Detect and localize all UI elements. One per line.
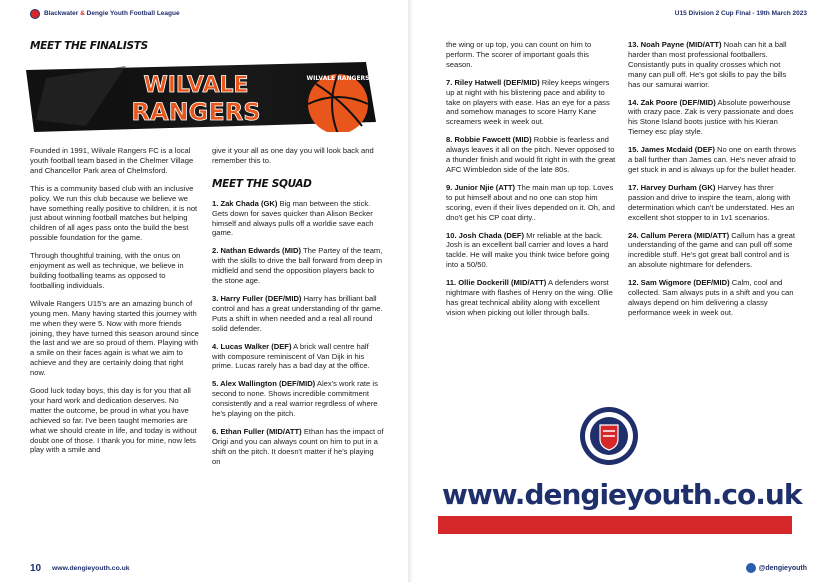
footer-url-link[interactable]: www.dengieyouth.co.uk	[52, 565, 130, 572]
player-name: 4. Lucas Walker (DEF)	[212, 341, 292, 351]
player-entry	[628, 278, 796, 318]
player-name: 11. Ollie Dockerill (MID/ATT)	[446, 278, 547, 288]
intro-paragraph: Through thoughtful training, with the onus on enjoyment as well as technique, we believe in building footballing teams as opposed to footballing individuals.	[30, 251, 184, 290]
meet-finalists-title: MEET THE FINALISTS	[30, 40, 148, 52]
player-name: 6. Ethan Fuller (MID/ATT)	[212, 426, 302, 436]
team-banner	[26, 60, 376, 132]
intro-paragraph: Founded in 1991, Wilvale Rangers FC is a local youth football team based in the Chelmer Village and Chancellor Park area of Chelmsford.	[30, 146, 194, 175]
player-description: Harry has brilliant ball control and has a great understanding of thr game. Puts a shift in when needed and a real all round solid defender.	[212, 293, 383, 333]
player-description: Mr reliable at the back. Josh is an excellent ball carrier and loves a hard tackle. He will make you think twice before going into a 50/50.	[446, 230, 610, 270]
player-name: 24. Callum Perera (MID/ATT)	[628, 230, 730, 240]
player-description: Noah can hit a ball harder than most professional footballers. Consistantly puts in quality crosses which not many can pull off. He's got skills to pay the bills has our samurai warrior.	[628, 40, 787, 89]
player-entry	[628, 40, 796, 90]
player-entry	[212, 342, 384, 372]
player-entry	[212, 379, 384, 419]
squad-column-right-1	[446, 40, 616, 326]
website-banner-url[interactable]: www.dengieyouth.co.uk	[442, 478, 802, 511]
intro-paragraph: Wilvale Rangers U15's are an amazing bunch of young men. Many having started this journey with me when they were 5. Now with more friends joining, they have turned this season around since the last and we are so proud of them. Playing with a smile on their faces again is what we aim to achieve and they are certainly doing that right now.	[30, 298, 199, 378]
player-description: A brick wall centre half with composure reminiscent of Van Dijk in his prime. Lucas rarely has a bad day at the office.	[212, 341, 370, 371]
player-description: No one on earth throws a ball further than James can. He's never afraid to get stuck in and is always up for the bullet header.	[628, 145, 797, 174]
player-name: 2. Nathan Edwards (MID)	[212, 246, 302, 256]
player-description: Absolute powerhouse with crazy pace. Zak is very passionate and does his Stone Island boots justice with his Kieran Tierney esc play style.	[628, 97, 794, 137]
social-handle[interactable]	[746, 563, 807, 573]
intro-paragraph: Good luck today boys, this day is for you that all your hard work and dedication deserves. No matter the outcome, be proud in what you have achieved so far. I've been taught memories are what we should create in life, and today is without doubt one of those. I thank you for mine, now lets play with a smile and	[30, 386, 197, 455]
player-description: A defenders worst nightmare with flashes of Henry on the wing. Ollie has great technical ability along with excellent vision when picking out killer through balls.	[446, 278, 613, 317]
player-name: 17. Harvey Durham (GK)	[628, 182, 716, 192]
player-entry	[212, 246, 384, 286]
player-description: Riley keeps wingers up at night with his blistering pace and ability to take on players with ease. Has an eye for a pass and somehow manages to score Harry Kane screamers week in week out.	[446, 77, 610, 127]
player-description: Alex's work rate is second to none. Shows incredible commitment consistently and a real warrior regrdless of where he's playing on the pitch.	[212, 379, 378, 419]
player-description: Robbie is fearless and always leaves it all on the pitch. Never opposed to a thunder finish and would fit right in with the great AFC Wimbledon side of the late 80s.	[446, 135, 616, 174]
intro-continuation: give it your all as one day you will look back and remember this to.	[212, 146, 374, 165]
player-entry	[446, 231, 616, 271]
player-entry	[628, 145, 796, 175]
player-continuation: the wing or up top, you can count on him to perform. The scorer of important goals this season.	[446, 40, 592, 69]
banner-text-line2: RANGERS	[131, 98, 261, 126]
league-name-part2: Dengie Youth Football League	[86, 10, 180, 17]
social-media-icon	[746, 563, 756, 573]
intro-paragraph: This is a community based club with an inclusive policy. We run this club because we believe we have something really positive to children, it is not just about winning football matches but helping children of all ages pass onto the build the best possible foundation for the game.	[30, 183, 198, 243]
player-entry	[628, 98, 796, 138]
player-description: The Partey of the team, with the skills to drive the ball forward from deep in midfield and send the opposition players back to the stone age.	[212, 246, 383, 286]
player-name: 12. Sam Wigmore (DEF/MID)	[628, 278, 730, 288]
banner-text-line1: WILVALE	[143, 73, 249, 98]
intro-column	[30, 146, 200, 463]
player-name: 9. Junior Njie (ATT)	[446, 182, 516, 192]
player-name: 15. James Mcdaid (DEF)	[628, 145, 715, 155]
player-entry	[446, 183, 616, 223]
player-name: 5. Alex Wallington (DEF/MID)	[212, 379, 316, 389]
player-entry	[628, 231, 796, 271]
player-entry	[212, 294, 384, 334]
player-entry	[446, 78, 616, 128]
meet-squad-title: MEET THE SQUAD	[212, 177, 312, 190]
player-entry	[446, 135, 616, 175]
player-entry	[628, 183, 796, 223]
player-entry	[212, 427, 384, 467]
banner-badge-text: WILVALE RANGERS	[306, 75, 370, 82]
page-number: 10	[30, 563, 42, 574]
player-description: Calm, cool and collected. Sam always puts in a shift and you can always depend on him delivering a classy performance week in week out.	[628, 278, 794, 317]
player-description: Big man between the stick. Gets down for saves quicker than Alison Becker himself and always pulls off a worldie save each game.	[212, 198, 374, 238]
red-accent-bar	[438, 516, 792, 534]
player-name: 14. Zak Poore (DEF/MID)	[628, 97, 716, 107]
player-name: 10. Josh Chada (DEF)	[446, 230, 525, 240]
player-entry	[446, 278, 616, 318]
player-entry	[212, 199, 384, 239]
left-page	[0, 0, 410, 582]
player-name: 7. Riley Hatwell (DEF/MID)	[446, 77, 540, 87]
player-description: Harvey has threr passion and drive to inspire the team, along with determination which can't be understated. Hes an excellent shot stopper to in 1v1 scenarios.	[628, 182, 795, 222]
event-header: U15 Division 2 Cup Final - 19th March 2023	[674, 10, 807, 17]
social-handle-text: @dengieyouth	[758, 564, 807, 572]
player-description: The main man up top. Loves to put himself about and no one can stop him scoring, even if their lives depended on it. Oh, and dno't get his CP coat dirty..	[446, 182, 615, 222]
squad-column-left-page	[212, 146, 384, 475]
player-name: 1. Zak Chada (GK)	[212, 198, 278, 208]
player-name: 8. Robbie Fawcett (MID)	[446, 135, 532, 145]
league-crest-icon	[578, 405, 640, 467]
player-name: 13. Noah Payne (MID/ATT)	[628, 40, 722, 49]
league-header	[44, 10, 180, 17]
league-logo-icon	[30, 9, 40, 19]
player-description: Callum has a great understanding of the game and can pull off some incredible stuff. He's got great ball control and is an absolute nightmare for defenders.	[628, 230, 795, 270]
player-name: 3. Harry Fuller (DEF/MID)	[212, 293, 302, 303]
squad-column-right-2	[628, 40, 796, 326]
player-description: Ethan has the impact of Origi and you can always count on him to put in a shift on the pitch. It doesn't matter if he's playing on	[212, 426, 384, 466]
league-name-amp: &	[78, 10, 87, 17]
league-name-part1: Blackwater	[44, 10, 79, 17]
